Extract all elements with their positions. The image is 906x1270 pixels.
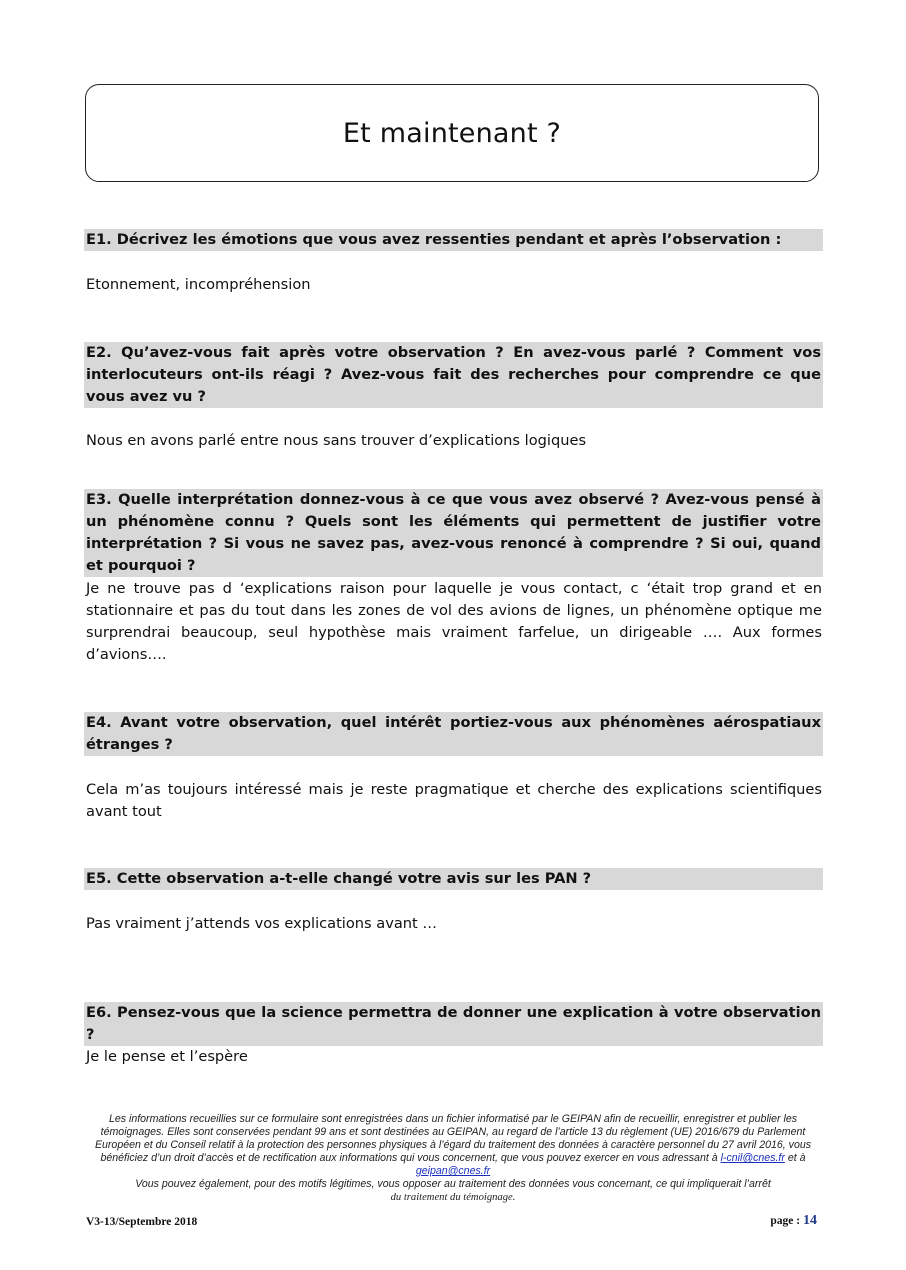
privacy-notice-text: Les informations recueillies sur ce formulaire sont enregistrées dans un fichier informatisé par le GEIPAN afin de recueillir, enregistrer et publier les témoignages. Elles sont conservées pendant 99 ans et sont destinées au GEIPAN, au regard de l’article 13 du règlement (UE) 2016/679 du Parlement Européen et du Conseil relatif à la protection des personnes physiques à l’égard du traitement des données à caractère personnel du 27 avril 2016, vous bénéficiez d’un droit d’accès et de rectification aux informations qui vous concernent, que vous pouvez exercer en vous adressant à	[94, 1113, 812, 1164]
question-e3: E3. Quelle interprétation donnez-vous à ce que vous avez observé ? Avez-vous pensé à un phénomène connu ? Quels sont les éléments qui permettent de justifier votre interprétation ? Si vous ne savez pas, avez-vous renoncé à comprendre ? Si oui, quand et pourquoi ?	[84, 489, 823, 577]
question-e4: E4. Avant votre observation, quel intérêt portiez-vous aux phénomènes aérospatiaux étranges ?	[84, 712, 823, 756]
page-label: page :	[770, 1215, 801, 1227]
answer-e3: Je ne trouve pas d ‘explications raison pour laquelle je vous contact, c ‘était trop grand et en stationnaire et pas du tout dans les zones de vol des avions de lignes, un phénomène optique me surprendrai beaucoup, seul hypothèse mais vraiment farfelue, un dirigeable …. Aux formes d’avions….	[86, 580, 822, 663]
page-number	[770, 1213, 817, 1229]
question-e1: E1. Décrivez les émotions que vous avez ressenties pendant et après l’observation :	[84, 229, 823, 251]
answer-e6: Je le pense et l’espère	[86, 1048, 248, 1065]
page-title: Et maintenant ?	[342, 117, 562, 149]
geipan-email-link[interactable]: geipan@cnes.fr	[415, 1165, 491, 1177]
question-e6: E6. Pensez-vous que la science permettra de donner une explication à votre observation ?	[84, 1002, 823, 1046]
privacy-notice-opposition: Vous pouvez également, pour des motifs légitimes, vous opposer au traitement des données vous concernant, ce qui impliquerait l’arrêt	[135, 1178, 771, 1190]
privacy-notice-and: et à	[787, 1152, 806, 1164]
page-number-value: 14	[803, 1213, 817, 1228]
answer-e1: Etonnement, incompréhension	[86, 276, 311, 293]
privacy-notice-end: du traitement du témoignage.	[390, 1192, 516, 1203]
answer-e2: Nous en avons parlé entre nous sans trouver d’explications logiques	[86, 432, 587, 449]
form-version: V3-13/Septembre 2018	[86, 1216, 198, 1228]
answer-e4: Cela m’as toujours intéressé mais je reste pragmatique et cherche des explications scientifiques avant tout	[86, 781, 822, 820]
question-e2: E2. Qu’avez-vous fait après votre observation ? En avez-vous parlé ? Comment vos interlocuteurs ont-ils réagi ? Avez-vous fait des recherches pour comprendre ce que vous avez vu ?	[84, 342, 823, 408]
cnil-email-link[interactable]: l-cnil@cnes.fr	[720, 1152, 785, 1164]
question-e5: E5. Cette observation a-t-elle changé votre avis sur les PAN ?	[84, 868, 823, 890]
title-box	[85, 84, 819, 182]
answer-e5: Pas vraiment j’attends vos explications avant …	[86, 915, 438, 932]
privacy-notice	[86, 1113, 820, 1204]
